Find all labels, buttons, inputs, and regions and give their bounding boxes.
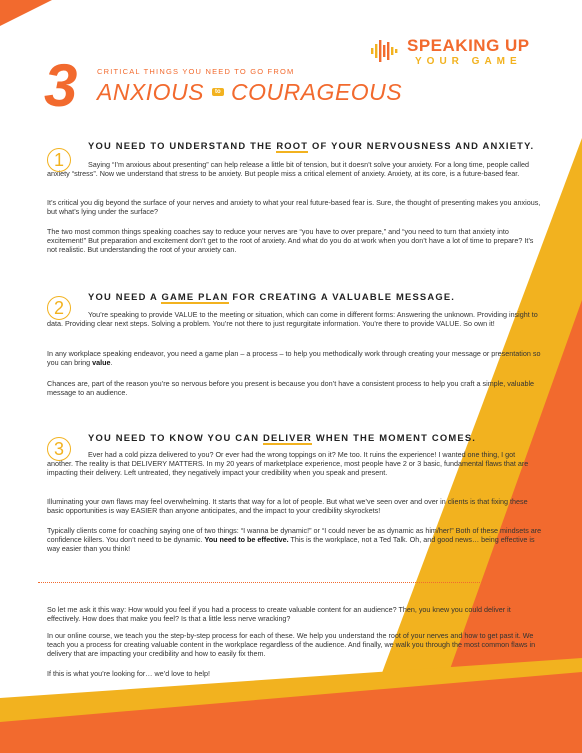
section-3-paragraph-3-bold: You need to be effective. (204, 535, 289, 545)
section-2-heading-pre: YOU NEED A (88, 291, 162, 302)
section-3-paragraph-3 (47, 526, 543, 554)
section-3-heading-pre: YOU NEED TO KNOW YOU CAN (88, 432, 263, 443)
title-to-badge: to (212, 88, 224, 96)
closing-paragraph-2: In our online course, we teach you the step-by-step process for each of these. We help you understand the root of your nerves and how to get past it. We teach you a process for creating valuable content in the workplace regardless of the audience. And finally, we walk you through the most common flaws in delivery that are impacting your credibility and how to easily fix them. (47, 631, 536, 659)
section-1-paragraph-1: Saying “I’m anxious about presenting” can help release a little bit of tension, but it doesn’t solve your anxiety. For a long time, people called anxiety “stress”. Now we understand that stress to be anxiety. But people miss a critical element of anxiety. Anxiety, at its core, is a future-based fear. (47, 160, 529, 179)
section-1-paragraph-3: The two most common things speaking coaches say to reduce your nerves are “you have to over prepare,” and “you need to turn that anxiety into excitement!” But preparation and excitement don’t get to the root of anxiety. And what do you do at work when you don’t have a lot of time to prepare? It’s not realistic. But understanding the root of your anxiety can. (47, 227, 534, 255)
section-1-heading (88, 140, 534, 151)
section-1-number: 1 (47, 148, 71, 172)
section-2-paragraph-2 (47, 349, 543, 367)
section-1-heading-pre: YOU NEED TO UNDERSTAND THE (88, 140, 277, 151)
section-1-heading-highlight: ROOT (276, 140, 309, 151)
section-3-paragraph-3-a: Typically clients come for coaching saying one of two things: “I wanna be dynamic!” or “I could never be as dynamic as him/her!” Both of these mindsets are confidence killers. You don’t need to be dynamic. (47, 526, 542, 545)
title-to: COURAGEOUS (231, 79, 403, 105)
section-1-heading-post: OF YOUR NERVOUSNESS AND ANXIETY. (308, 140, 535, 151)
section-2-paragraph-2-bold: value (92, 358, 111, 368)
section-1-paragraph-2: It’s critical you dig beyond the surface of your nerves and anxiety to what your real future-based fear is. Sure, the thought of presenting makes you anxious, but what’s lying under the surface? (47, 198, 541, 217)
section-2-heading-post: FOR CREATING A VALUABLE MESSAGE. (228, 291, 456, 302)
section-2-number: 2 (47, 296, 71, 320)
logo-line-1: SPEAKING UP (407, 36, 530, 55)
section-2-paragraph-2-a: In any workplace speaking endeavor, you need a game plan – a process – to help you methodically work through creating your message or presentation so you can bring (47, 349, 541, 368)
header-subtitle: CRITICAL THINGS YOU NEED TO GO FROM (97, 67, 295, 76)
section-3-heading-highlight: DELIVER (262, 432, 313, 443)
closing-paragraph-1: So let me ask it this way: How would you feel if you had a process to create valuable content for an audience? Then, you knew you could deliver it effectively. How does that make you feel? Is that a little less nerve wracking? (47, 605, 511, 624)
brand-logo (371, 36, 541, 72)
dotted-divider (38, 582, 546, 583)
section-3-paragraph-3-c: This is the workplace, not a Ted Talk. Oh, and good news… being effective is way easier than you think! (47, 535, 535, 554)
section-2-paragraph-1: You’re speaking to provide VALUE to the meeting or situation, which can come in different forms: Answering the unknown. Providing insight to data. Providing clear next steps. Solving a problem. You’re not there to just regurgitate information. You’re there to provide VALUE. So own it! (47, 310, 538, 329)
section-3-paragraph-1: Ever had a cold pizza delivered to you? Or ever had the wrong toppings on it? Me too. It ruins the experience! I wanted one thing, I got another. The reality is that DELIVERY MATTERS. In my 20 years of marketplace experience, most people have 2 or 3 basic, fundamental flaws that are impacting their delivery. Left untreated, they negatively impact your credibility when you speak and present. (47, 450, 529, 478)
header-number: 3 (44, 52, 78, 119)
section-3-heading (88, 432, 476, 443)
section-2-heading-highlight: GAME PLAN (161, 291, 229, 302)
section-2-heading (88, 291, 455, 302)
title-from: ANXIOUS (97, 79, 205, 105)
section-2-paragraph-2-c: . (110, 358, 113, 368)
logo-line-2: YOUR GAME (415, 56, 522, 67)
section-2-paragraph-3: Chances are, part of the reason you’re so nervous before you present is because you don’t have a consistent process to help you craft a simple, valuable message to an audience. (47, 379, 535, 398)
section-3-number: 3 (47, 437, 71, 461)
soundwave-icon (371, 40, 403, 62)
closing-paragraph-3: If this is what you’re looking for… we’d love to help! (47, 669, 210, 678)
section-3-heading-post: WHEN THE MOMENT COMES. (312, 432, 477, 443)
section-3-paragraph-2: Illuminating your own flaws may feel overwhelming. It starts that way for a lot of people. But what we’ve seen over and over in clients is that fixing these basic opportunities is way EASIER than anyone anticipates, and the impact to your credibility skyrockets! (47, 497, 528, 516)
